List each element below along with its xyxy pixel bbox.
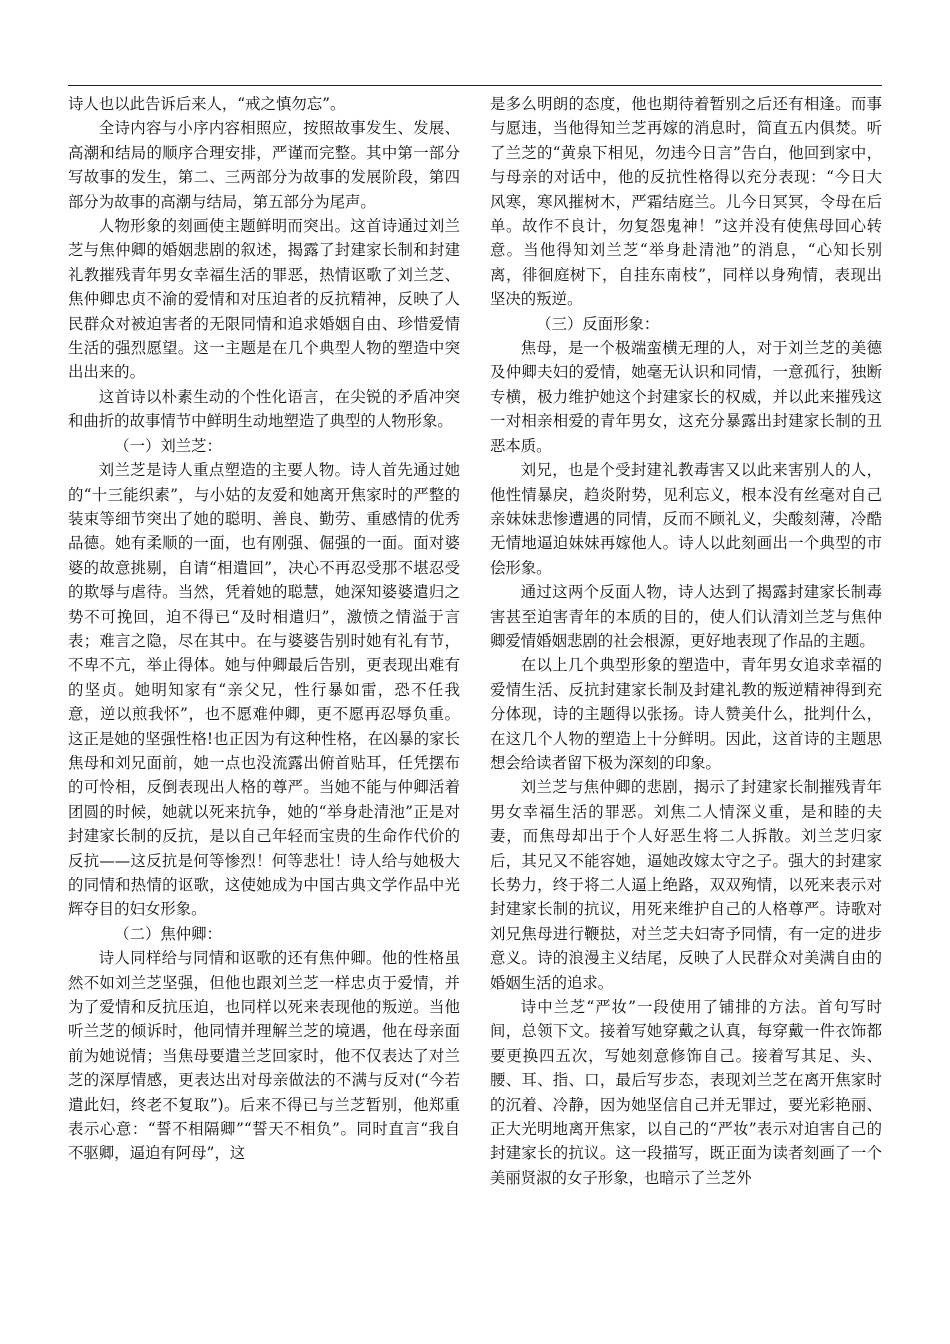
paragraph-character-summary: 在以上几个典型形象的塑造中，青年男女追求幸福的爱情生活、反抗封建家长制及封建礼教的叛逆精神得到充分体现，诗的主题得以张扬。诗人赞美什么，批判什么，在这几个人物的塑造上十分鲜明。因此，这首诗的主题思想会给读者留下极为深刻的印象。 (490, 656, 882, 772)
paragraph-jiao-mother: 焦母，是一个极端蛮横无理的人，对于刘兰芝的美德及仲卿夫妇的爱情，她毫无认识和同情，一意孤行，独断专横，极力维护她这个封建家长的权威，并以此来摧残这一对相亲相爱的青年男女，这充分暴露出封建家长制的丑恶本质。 (490, 339, 882, 455)
paragraph-language: 这首诗以朴素生动的个性化语言，在尖锐的矛盾冲突和曲折的故事情节中鲜明生动地塑造了典型的人物形象。 (68, 387, 460, 431)
paragraph-structure: 全诗内容与小序内容相照应，按照故事发生、发展、高潮和结局的顺序合理安排，严谨而完整。其中第一部分写故事的发生，第二、三两部分为故事的发展阶段，第四部分为故事的高潮与结局，第五部分为尾声。 (68, 119, 460, 211)
left-column (68, 92, 460, 1166)
paragraph-liu-brother: 刘兄，也是个受封建礼教毒害又以此来害别人的人，他性情暴戾，趋炎附势，见利忘义，根本没有丝毫对自己亲妹妹悲惨遭遇的同情，反而不顾礼义，尖酸刻薄，冷酷无情地逼迫妹妹再嫁他人。诗人以此刻画出一个典型的市侩形象。 (490, 461, 882, 577)
paragraph-antagonist-purpose: 通过这两个反面人物，诗人达到了揭露封建家长制毒害甚至迫害青年的本质的目的，使人们认清刘兰芝与焦仲卿爱情婚姻悲剧的社会根源，更好地表现了作品的主题。 (490, 583, 882, 650)
section-heading-antagonists: （三）反面形象： (536, 314, 660, 333)
paragraph-jiao-zhongqing: 诗人同样给与同情和讴歌的还有焦仲卿。他的性格虽然不如刘兰芝坚强，但他也跟刘兰芝一样忠贞于爱情，并为了爱情和反抗压迫，也同样以死来表现他的叛逆。当他听兰芝的倾诉时，他同情并理解兰芝的境遇，他在母亲面前为她说情；当焦母要遣兰芝回家时，他不仅表达了对兰芝的深厚情感，更表达出对母亲做法的不满与反对(“今若遣此妇，终老不复取”)。后来不得已与兰芝暂别，他郑重表示心意：“誓不相隔卿”“誓天不相负”。同时直言“我自不驱卿，逼迫有阿母”，这 (68, 949, 460, 1163)
paragraph-continuation: 诗人也以此告诉后来人，“戒之慎勿忘”。 (68, 95, 346, 113)
section-heading-jiao-zhongqing: （二）焦仲卿： (114, 924, 222, 943)
right-column (490, 92, 882, 1190)
paragraph-tragedy: 刘兰芝与焦仲卿的悲剧，揭示了封建家长制摧残青年男女幸福生活的罪恶。刘焦二人情深义重，是和睦的夫妻，而焦母却出于个人好恶生将二人拆散。刘兰芝归家后，其兄又不能容她，逼她改嫁太守之子。强大的封建家长势力，终于将二人逼上绝路，双双殉情，以死来表示对封建家长制的抗议，用死来维护自己的人格尊严。诗歌对刘兄焦母进行鞭挞，对兰芝夫妇寄予同情，有一定的进步意义。诗的浪漫主义结尾，反映了人民群众对美满自由的婚姻生活的追求。 (490, 778, 882, 992)
header-rule (68, 85, 882, 86)
section-heading-liu-lanzhi: （一）刘兰芝： (114, 436, 222, 455)
paragraph-continuation: 是多么明朗的态度，他也期待着暂别之后还有相逢。而事与愿违，当他得知兰芝再嫁的消息时，简直五内俱焚。听了兰芝的“黄泉下相见，勿违今日言”告白，他回到家中，与母亲的对话中，他的反抗性格得以充分表现：“今日大风寒，寒风摧树木，严霜结庭兰。儿今日冥冥，令母在后单。故作不良计，勿复怨鬼神！”这并没有使焦母回心转意。当他得知刘兰芝“举身赴清池”的消息，“心知长别离，徘徊庭树下，自挂东南枝”，同样以身殉情，表现出坚决的叛逆。 (490, 95, 882, 309)
paragraph-yanzhuang: 诗中兰芝“严妆”一段使用了铺排的方法。首句写时间，总领下文。接着写她穿戴之认真，每穿戴一件衣饰都要更换四五次，写她刻意修饰自己。接着写其足、头、腰、耳、指、口，最后写步态，表现刘兰芝在离开焦家时的沉着、冷静，因为她坚信自己并无罪过，要光彩艳丽、正大光明地离开焦家，以自己的“严妆”表示对迫害自己的封建家长的抗议。这一段描写，既正面为读者刻画了一个美丽贤淑的女子形象，也暗示了兰芝外 (490, 998, 882, 1187)
paragraph-liu-lanzhi: 刘兰芝是诗人重点塑造的主要人物。诗人首先通过她的“十三能织素”，与小姑的友爱和她离开焦家时的严整的装束等细节突出了她的聪明、善良、勤劳、重感情的优秀品德。她有柔顺的一面，也有刚强、倔强的一面。面对婆婆的故意挑剔，自请“相遣回”，决心不再忍受那不堪忍受的欺辱与虐待。当然，凭着她的聪慧，她深知婆婆遣归之势不可挽回，迫不得已“及时相遣归”，激愤之情溢于言表；难言之隐，尽在其中。在与婆婆告别时她有礼有节，不卑不亢，举止得体。她与仲卿最后告别，更表现出难有的坚贞。她明知家有“亲父兄，性行暴如雷，恐不任我意，逆以煎我怀”，也不愿难仲卿，更不愿再忍辱负重。这正是她的坚强性格!也正因为有这种性格，在凶暴的家长焦母和刘兄面前，她一点也没流露出俯首贴耳，任凭摆布的可怜相，反倒表现出人格的尊严。当她不能与仲卿活着团圆的时候，她就以死来抗争，她的“举身赴清池”正是对封建家长制的反抗，是以自己年轻而宝贵的生命作代价的反抗——这反抗是何等惨烈！何等悲壮！诗人给与她极大的同情和热情的讴歌，这使她成为中国古典文学作品中光辉夺目的妇女形象。 (68, 461, 460, 919)
paragraph-theme: 人物形象的刻画使主题鲜明而突出。这首诗通过刘兰芝与焦仲卿的婚姻悲剧的叙述，揭露了封建家长制和封建礼教摧残青年男女幸福生活的罪恶，热情讴歌了刘兰芝、焦仲卿忠贞不渝的爱情和对压迫者的反抗精神，反映了人民群众对被迫害者的无限同情和追求婚姻自由、珍惜爱情生活的强烈愿望。这一主题是在几个典型人物的塑造中突出出来的。 (68, 217, 460, 382)
